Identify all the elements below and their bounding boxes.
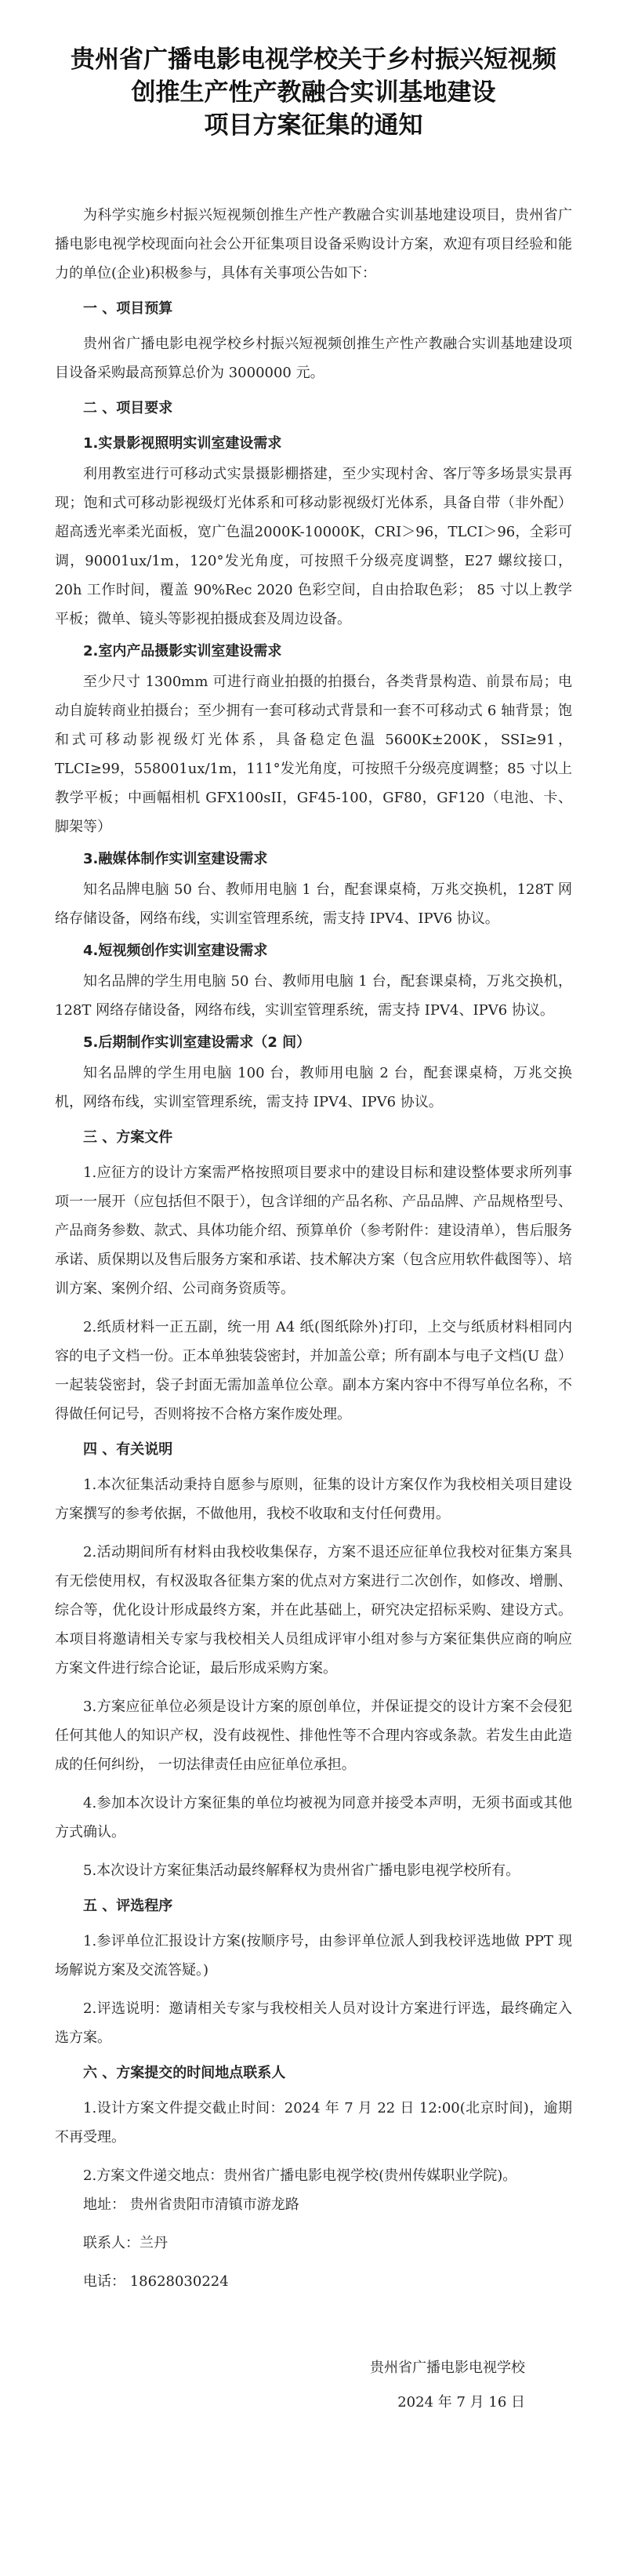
evaluation-paragraph: 2.评选说明：邀请相关专家与我校相关人员对设计方案进行评选，最终确定入选方案。 xyxy=(55,2000,572,2046)
notes-paragraph: 2.活动期间所有材料由我校收集保存，方案不退还应征单位我校对征集方案具有无偿使用权，有权汲取各征集方案的优点对方案进行二次创作，如修改、增删、综合等，优化设计形成最终方案，并在此基础上，研究决定招标采购、建设方式。本项目将邀请相关专家与我校相关人员组成评审小组对参与方案征集供应商的响应方案文件进行综合论证，最后形成采购方案。 xyxy=(55,1544,572,1677)
notes-paragraph: 5.本次设计方案征集活动最终解释权为贵州省广播电影电视学校所有。 xyxy=(83,1862,520,1879)
requirement-heading: 3.融媒体制作实训室建设需求 xyxy=(83,851,268,867)
requirement-text: 至少尺寸 1300mm 可进行商业拍摄的拍摄台，各类背景构造、前景布局；电动自旋转商业拍摄台；至少拥有一套可移动式背景和一套不可移动式 6 轴背景；饱和式可移动影视级灯光体系，具备稳定色温 5600K±200K，SSI≥91，TLCI≥99，558001ux/1m，111°发光角度，可按照千分级亮度调整；85 寸以上教学平板；中画幅相机 GFX100sII，GF45-100，GF80，GF120（电池、卡、脚架等） xyxy=(55,674,572,835)
document-title xyxy=(55,43,572,142)
phone-line: 电话： 18628030224 xyxy=(83,2273,229,2290)
submission-paragraph: 2.方案文件递交地点：贵州省广播电影电视学校(贵州传媒职业学院)。 xyxy=(83,2167,517,2184)
requirement-text: 知名品牌电脑 50 台、教师用电脑 1 台，配套课桌椅，万兆交换机，128T 网络存储设备，网络布线，实训室管理系统，需支持 IPV4、IPV6 协议。 xyxy=(55,881,572,927)
signature-org: 贵州省广播电影电视学校 xyxy=(370,2360,525,2376)
title-line-2: 创推生产性产教融合实训基地建设 xyxy=(131,78,496,107)
evaluation-paragraph: 1.参评单位汇报设计方案(按顺序号，由参评单位派人到我校评选地做 PPT 现场解说方案及交流答疑。) xyxy=(55,1933,572,1978)
signature-date: 2024 年 7 月 16 日 xyxy=(397,2394,525,2411)
requirement-heading: 5.后期制作实训室建设需求（2 间） xyxy=(83,1034,311,1051)
section-heading-evaluation: 五 、评选程序 xyxy=(83,1898,173,1914)
section-heading-notes: 四 、有关说明 xyxy=(83,1441,173,1458)
requirement-heading: 4.短视频创作实训室建设需求 xyxy=(83,943,268,959)
address-line: 地址： 贵州省贵阳市清镇市游龙路 xyxy=(83,2196,299,2213)
submission-paragraph: 1.设计方案文件提交截止时间：2024 年 7 月 22 日 12:00(北京时间)，逾期不再受理。 xyxy=(55,2100,572,2145)
budget-paragraph: 贵州省广播电影电视学校乡村振兴短视频创推生产性产教融合实训基地建设项目设备采购最高预算总价为 3000000 元。 xyxy=(55,336,572,381)
section-heading-requirements: 二 、项目要求 xyxy=(83,400,173,416)
section-heading-budget: 一 、项目预算 xyxy=(83,300,173,317)
requirement-heading: 2.室内产品摄影实训室建设需求 xyxy=(83,643,282,659)
requirement-text: 知名品牌的学生用电脑 50 台、教师用电脑 1 台，配套课桌椅，万兆交换机，128T 网络存储设备，网络布线，实训室管理系统，需支持 IPV4、IPV6 协议。 xyxy=(55,973,572,1019)
contact-person-line: 联系人：兰丹 xyxy=(83,2235,168,2251)
notes-paragraph: 3.方案应征单位必须是设计方案的原创单位，并保证提交的设计方案不会侵犯任何其他人的知识产权，没有歧视性、排他性等不合理内容或条款。若发生由此造成的任何纠纷， 一切法律责任由应征单位承担。 xyxy=(55,1699,572,1773)
section-heading-proposal-files: 三 、方案文件 xyxy=(83,1129,173,1146)
notes-paragraph: 1.本次征集活动秉持自愿参与原则，征集的设计方案仅作为我校相关项目建设方案撰写的参考依据，不做他用，我校不收取和支付任何费用。 xyxy=(55,1477,572,1522)
contact-block xyxy=(55,2190,572,2296)
section-heading-submission: 六 、方案提交的时间地点联系人 xyxy=(83,2065,286,2081)
title-line-1: 贵州省广播电影电视学校关于乡村振兴短视频 xyxy=(71,45,556,74)
requirement-text: 知名品牌的学生用电脑 100 台，教师用电脑 2 台，配套课桌椅，万兆交换机，网络布线，实训室管理系统，需支持 IPV4、IPV6 协议。 xyxy=(55,1065,572,1110)
proposal-file-paragraph: 2.纸质材料一正五副，统一用 A4 纸(图纸除外)打印，上交与纸质材料相同内容的电子文档一份。正本单独装袋密封，并加盖公章；所有副本与电子文档(U 盘）一起装袋密封，袋子封面无需加盖单位公章。副本方案内容中不得写单位名称，不得做任何记号，否则将按不合格方案作废处理。 xyxy=(55,1319,572,1422)
notes-paragraph: 4.参加本次设计方案征集的单位均被视为同意并接受本声明，无须书面或其他方式确认。 xyxy=(55,1795,572,1840)
requirement-heading: 1.实景影视照明实训室建设需求 xyxy=(83,435,282,452)
signature-block xyxy=(55,2351,572,2420)
intro-paragraph: 为科学实施乡村振兴短视频创推生产性产教融合实训基地建设项目，贵州省广播电影电视学校现面向社会公开征集项目设备采购设计方案，欢迎有项目经验和能力的单位(企业)积极参与，具体有关事项公告如下： xyxy=(55,207,572,282)
proposal-file-paragraph: 1.应征方的设计方案需严格按照项目要求中的建设目标和建设整体要求所列事项一一展开（应包括但不限于），包含详细的产品名称、产品品牌、产品规格型号、产品商务参数、款式、具体功能介绍、预算单价（参考附件：建设清单），售后服务承诺、质保期以及售后服务方案和承诺、技术解决方案（包含应用软件截图等）、培训方案、案例介绍、公司商务资质等。 xyxy=(55,1164,572,1297)
title-line-3: 项目方案征集的通知 xyxy=(204,111,423,140)
requirement-text: 利用教室进行可移动式实景摄影棚搭建，至少实现村舍、客厅等多场景实景再现；饱和式可移动影视级灯光体系和可移动影视级灯光体系，具备自带（非外配）超高透光率柔光面板，宽广色温2000K-10000K，CRI＞96，TLCI＞96，全彩可调，90001ux/1m，120°发光角度，可按照千分级亮度调整，E27 螺纹接口，20h 工作时间，覆盖 90%Rec 2020 色彩空间，自由拾取色彩； 85 寸以上教学平板；微单、镜头等影视拍摄成套及周边设备。 xyxy=(55,466,572,627)
